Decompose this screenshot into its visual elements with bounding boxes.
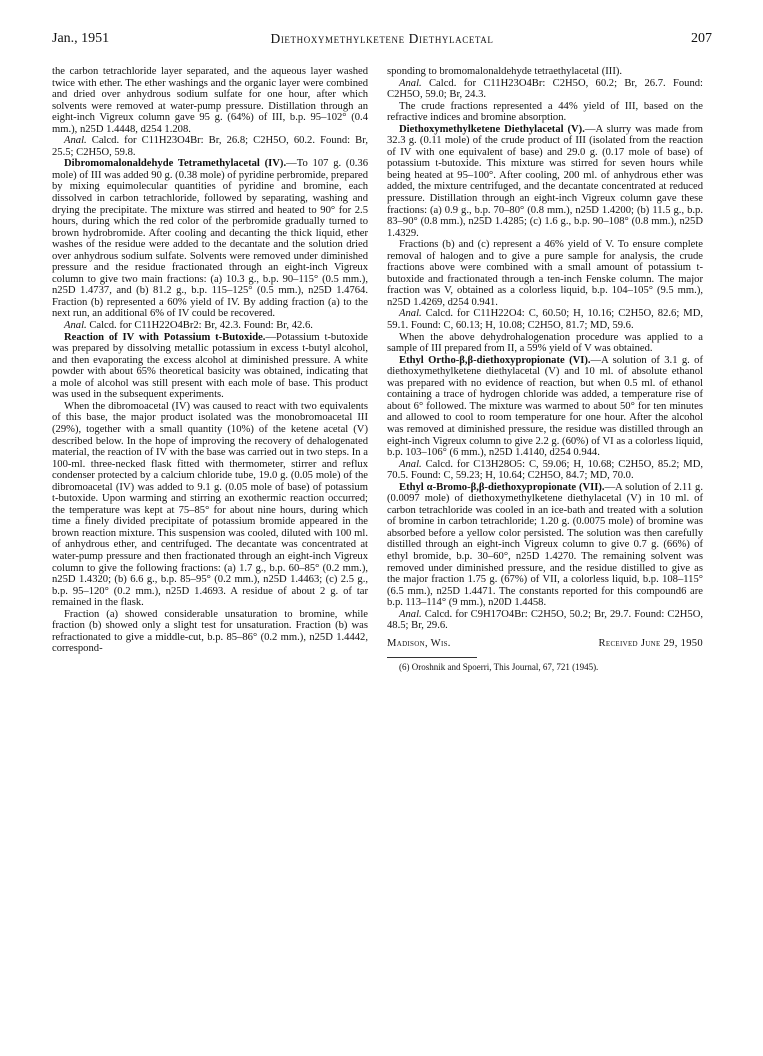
section-heading: Dibromomalonaldehyde Tetramethylacetal (IV). [64,158,287,170]
analysis-paragraph [387,459,703,482]
section-heading: Ethyl Ortho-β,β-diethoxypropionate (VI). [399,354,591,366]
place-of-origin: Madison, Wis. [387,637,451,649]
anal-label: Anal. [399,308,422,320]
anal-label: Anal. [399,77,422,89]
section-text: —A slurry was made from 32.3 g. (0.11 mole) of the crude product of III (isolated from the reaction of IV with one equivalent of base) and 29.0 g. (0.17 mole of base) of potassium t-butoxide. This mixture was stirred for seven hours while being heated at 95–100°. After cooling, 200 ml. of anhydrous ether was added, the mixture centrifuged, and the decantate concentrated at reduced pressure. Distillation through an eight-inch Vigreux column gave these fractions: (a) 0.9 g., b.p. 70–80° (0.8 mm.), n25D 1.4200; (b) 11.5 g., b.p. 83–90° (0.8 mm.), n25D 1.4285; (c) 1.6 g., b.p. 90–108° (0.8 mm.), n25D 1.4329. [387,123,703,239]
section-heading: Reaction of IV with Potassium t-Butoxide. [64,331,266,343]
section-text: —A solution of 3.1 g. of diethoxymethylketene diethylacetal (V) and 10 ml. of absolute ethanol was prepared with no evidence of reaction, but when 0.5 ml. of ethanol containing a trace of hydrogen chloride was added, a temperature rise of about 6° followed. The mixture was warmed to about 50° for ten minutes and allowed to cool to room temperature for one hour. After the alcohol was removed at diminished pressure, the residue was distilled through an eight-inch Vigreux column to give 2.2 g. (60%) of VI as a colorless liquid, b.p. 103–106° (6 mm.), n25D 1.4140, d254 0.944. [387,354,703,459]
anal-text: Calcd. for C13H28O5: C, 59.06; H, 10.68; C2H5O, 85.2; MD, 70.5. Found: C, 59.23; H, 10.64; C2H5O, 84.7; MD, 70.0. [387,458,703,482]
section-paragraph [52,158,368,320]
footnote-divider [387,657,477,658]
anal-label: Anal. [64,135,87,147]
received-date: Received June 29, 1950 [598,637,703,649]
anal-text: Calcd. for C11H22O4: C, 60.50; H, 10.16; C2H5O, 82.6; MD, 59.1. Found: C, 60.13; H, 10.08; C2H5O, 81.7; MD, 59.6. [387,308,703,332]
running-title: Diethoxymethylketene Diethylacetal [270,31,494,46]
left-column [52,66,368,655]
journal-date: Jan., 1951 [52,31,110,46]
paragraph: sponding to bromomalonaldehyde tetraethylacetal (III). [387,66,623,77]
anal-text: Calcd. for C11H23O4Br: Br, 26.8; C2H5O, 60.2. Found: Br, 25.5; C2H5O, 59.8. [52,135,368,158]
anal-label: Anal. [399,458,422,470]
paragraph: the carbon tetrachloride layer separated, and the aqueous layer washed twice with ether. The ether washings and the organic layer were combined and dried over anhydrous sodium sulfate for one hour, after which solvents were removed at water-pump pressure. Distillation through an eight-inch Vigreux column gave 95 g. (64%) of III, b.p. 95–102° (0.4 mm.), n25D 1.4448, d254 1.208. [52,66,368,135]
analysis-paragraph [387,308,703,331]
page-number: 207 [691,31,712,46]
paragraph: Fraction (a) showed considerable unsaturation to bromine, while fraction (b) showed only a slight test for unsaturation. Fraction (b) was refractionated to give a middle-cut, b.p. 85–86° (0.2 mm.), n25D 1.4442, correspond- [52,608,368,655]
submission-line [387,638,703,650]
analysis-paragraph [387,609,703,632]
section-paragraph [387,124,703,239]
anal-text: Calcd. for C11H23O4Br: C2H5O, 60.2; Br, 26.7. Found: C2H5O, 59.0; Br, 24.3. [387,77,703,101]
section-heading: Diethoxymethylketene Diethylacetal (V). [399,123,585,135]
paragraph: Fractions (b) and (c) represent a 46% yield of V. To ensure complete removal of halogen and to give a pure sample for analysis, the crude fractions above were combined with a small amount of potassium t-butoxide and fractionated through a ten-inch Fenske column. The major fraction was V, obtained as a colorless liquid, b.p. 104–105° (9.5 mm.), n25D 1.4269, d254 0.941. [387,239,703,308]
anal-text: Calcd. for C9H17O4Br: C2H5O, 50.2; Br, 29.7. Found: C2H5O, 48.5; Br, 29.6. [387,608,703,632]
section-text: —To 107 g. (0.36 mole) of III was added 90 g. (0.38 mole) of pyridine perbromide, prepared by mixing equimolecular quantities of pyridine and bromine, each dissolved in carbon tetrachloride, followed by separating, washing and drying the precipitate. The mixture was stirred and heated to 90° for 2.5 hours, during which the red color of the perbromide gradually turned to brown hydrobromide. After cooling and decanting the thick liquid, ether washes of the residue were added to the decantate and the solution dried over anhydrous sodium sulfate. Solvents were removed under diminished pressure and the residue fractionated through an eight-inch Vigreux column to give two main fractions: (a) 10.3 g., b.p. 90–115° (0.5 mm.), n25D 1.4737, and (b) 81.2 g., b.p. 115–125° (0.5 mm.), n25D 1.4764. Fraction (b) represented a 60% yield of IV. By adding fraction (a) to the next run, an additional 6% of IV could be recovered. [52,158,368,320]
anal-text: Calcd. for C11H22O4Br2: Br, 42.3. Found: Br, 42.6. [86,320,313,332]
footnote: (6) Oroshnik and Spoerri, This Journal, 67, 721 (1945). [399,662,599,673]
analysis-paragraph [52,320,368,332]
section-text: —Potassium t-butoxide was prepared by dissolving metallic potassium in excess t-butyl alcohol, and then evaporating the excess alcohol at diminished pressure. A white powder with about 65% theoretical basicity was obtained, indicating that a mole of alcohol was still present with each mole of base. This product was used in the subsequent experiments. [52,331,368,401]
running-header [52,30,712,48]
analysis-paragraph [52,135,368,158]
analysis-paragraph [387,78,703,101]
right-column [387,66,703,673]
anal-label: Anal. [399,608,422,620]
section-paragraph [387,482,703,609]
paragraph: When the dibromoacetal (IV) was caused to react with two equivalents of this base, the major product isolated was the monobromoacetal III (29%), together with a small quantity (10%) of the ketene acetal (V) described below. In the hope of improving the recovery of dehalogenated material, the reaction of IV with the base was carried out in two steps. In a 100-ml. three-necked flask fitted with thermometer, stirrer and reflux condenser protected by a calcium chloride tube, 19.0 g. (0.05 mole) of the dibromoacetal (IV) was added to 9.1 g. (0.05 mole of base) of potassium t-butoxide. Upon warming and stirring an exothermic reaction occurred; the temperature was kept at 75–85° for about nine hours, during which time a finely divided precipitate of potassium bromide appeared in the brown reaction mixture. This suspension was cooled, diluted with 100 ml. of anhydrous ether, and centrifuged. The decantate was concentrated at water-pump pressure and then fractionated through an eight-inch Vigreux column to give the following fractions: (a) 1.7 g., b.p. 60–85° (0.2 mm.), n25D 1.4320; (b) 6.6 g., b.p. 85–95° (0.2 mm.), n25D 1.4463; (c) 2.5 g., b.p. 95–120° (0.2 mm.), n25D 1.4693. A residue of about 2 g. of tar remained in the flask. [52,400,368,609]
anal-label: Anal. [64,320,87,332]
section-paragraph [52,332,368,401]
section-paragraph [387,355,703,459]
section-text: —A solution of 2.11 g. (0.0097 mole) of diethoxymethylketene diethylacetal (V) in 10 ml. of carbon tetrachloride was cooled in an ice-bath and treated with a solution of bromine in carbon tetrachloride; 1.20 g. (0.0075 mole) of bromine was absorbed before a yellow color persisted. The solution was then carefully distilled through an eight-inch Vigreux column to give 0.7 g. (66%) of ethyl bromide, b.p. 30–60°, n25D 1.4270. The remaining solvent was removed under diminished pressure, and the residue distilled to give as the major fraction 1.75 g. (67%) of VII, a colorless liquid, b.p. 108–115° (6.5 mm.), n25D 1.4471. The constants reported for this compound6 are b.p. 113–114° (9 mm.), n20D 1.4458. [387,481,703,609]
section-heading: Ethyl α-Bromo-β,β-diethoxypropionate (VII). [399,481,605,493]
paragraph: When the above dehydrohalogenation procedure was applied to a sample of III prepared from II, a 59% yield of V was obtained. [387,331,703,355]
paragraph: The crude fractions represented a 44% yield of III, based on the refractive indices and bromine absorption. [387,100,703,124]
